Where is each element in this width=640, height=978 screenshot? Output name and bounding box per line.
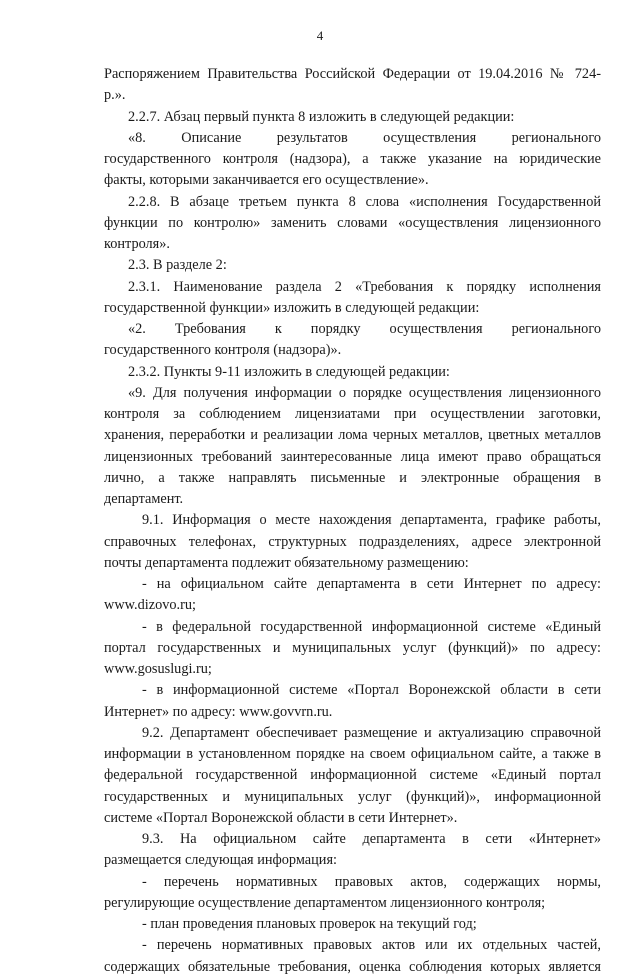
- text-line: р.».: [104, 87, 126, 104]
- text-line: - перечень нормативных правовых актов или их отдельных частей,: [142, 937, 601, 954]
- text-line: функции по контролю» заменить словами «осуществления лицензионного: [104, 214, 601, 231]
- text-line: почты департамента подлежит обязательному размещению:: [104, 554, 469, 571]
- text-line: Распоряжением Правительства Российской Федерации от 19.04.2016 № 724-: [104, 66, 601, 82]
- text-line: «8. Описание результатов осуществления регионального: [128, 129, 601, 146]
- text-line: лицензионных требований заинтересованные лица имеют право обращаться: [104, 448, 601, 465]
- text-line: - перечень нормативных правовых актов, содержащих нормы,: [142, 873, 601, 890]
- text-line: «9. Для получения информации о порядке осуществления лицензионного: [128, 384, 601, 401]
- text-line: 2.3.1. Наименование раздела 2 «Требования к порядку исполнения: [128, 278, 601, 295]
- text-line: Интернет» по адресу: www.govvrn.ru.: [104, 703, 333, 720]
- text-line: справочных телефонах, структурных подразделениях, адресе электронной: [104, 533, 601, 550]
- text-line: «2. Требования к порядку осуществления регионального: [128, 321, 601, 337]
- text-line: 2.3.2. Пункты 9-11 изложить в следующей редакции:: [128, 363, 450, 380]
- text-line: контроля за соблюдением лицензиатами при осуществлении заготовки,: [104, 406, 601, 422]
- text-line: лично, а также направлять письменные и электронные обращения в: [104, 469, 601, 486]
- text-line: портал государственных и муниципальных услуг (функций)» по адресу:: [104, 639, 601, 656]
- text-line: 2.3. В разделе 2:: [128, 257, 227, 274]
- text-line: факты, которыми заканчивается его осуществление».: [104, 172, 429, 189]
- text-line: государственных и муниципальных услуг (функций)», информационной: [104, 788, 601, 805]
- text-line: - на официальном сайте департамента в сети Интернет по адресу:: [142, 576, 601, 592]
- text-line: 9.1. Информация о месте нахождения департамента, графике работы,: [142, 512, 601, 529]
- text-line: государственного контроля (надзора), а также указание на юридические: [104, 151, 601, 167]
- page-number: 4: [316, 28, 324, 43]
- text-line: системе «Портал Воронежской области в сети Интернет».: [104, 809, 458, 826]
- text-line: 9.3. На официальном сайте департамента в сети «Интернет»: [142, 831, 601, 847]
- text-line: департамент.: [104, 491, 184, 507]
- text-line: 2.2.8. В абзаце третьем пункта 8 слова «исполнения Государственной: [128, 193, 601, 210]
- text-line: - в информационной системе «Портал Воронежской области в сети: [142, 682, 601, 699]
- text-line: www.dizovo.ru;: [104, 597, 196, 614]
- document-body: [104, 64, 601, 978]
- text-line: информации в установленном порядке на своем официальном сайте, а также в: [104, 746, 601, 762]
- text-line: содержащих обязательные требования, оценка соблюдения которых является: [104, 958, 601, 975]
- text-line: контроля».: [104, 236, 170, 252]
- text-line: хранения, переработки и реализации лома черных металлов, цветных металлов: [104, 427, 601, 444]
- text-line: 2.2.7. Абзац первый пункта 8 изложить в следующей редакции:: [128, 108, 515, 125]
- text-line: 9.2. Департамент обеспечивает размещение и актуализацию справочной: [142, 724, 601, 741]
- text-line: www.gosuslugi.ru;: [104, 661, 212, 677]
- text-line: регулирующие осуществление департаментом лицензионного контроля;: [104, 894, 546, 911]
- text-line: - в федеральной государственной информационной системе «Единый: [142, 618, 601, 635]
- text-line: государственной функции» изложить в следующей редакции:: [104, 299, 480, 316]
- text-line: размещается следующая информация:: [104, 852, 337, 869]
- text-line: - план проведения плановых проверок на текущий год;: [142, 916, 477, 932]
- text-line: федеральной государственной информационной системе «Единый портал: [104, 767, 601, 784]
- text-line: государственного контроля (надзора)».: [104, 342, 342, 359]
